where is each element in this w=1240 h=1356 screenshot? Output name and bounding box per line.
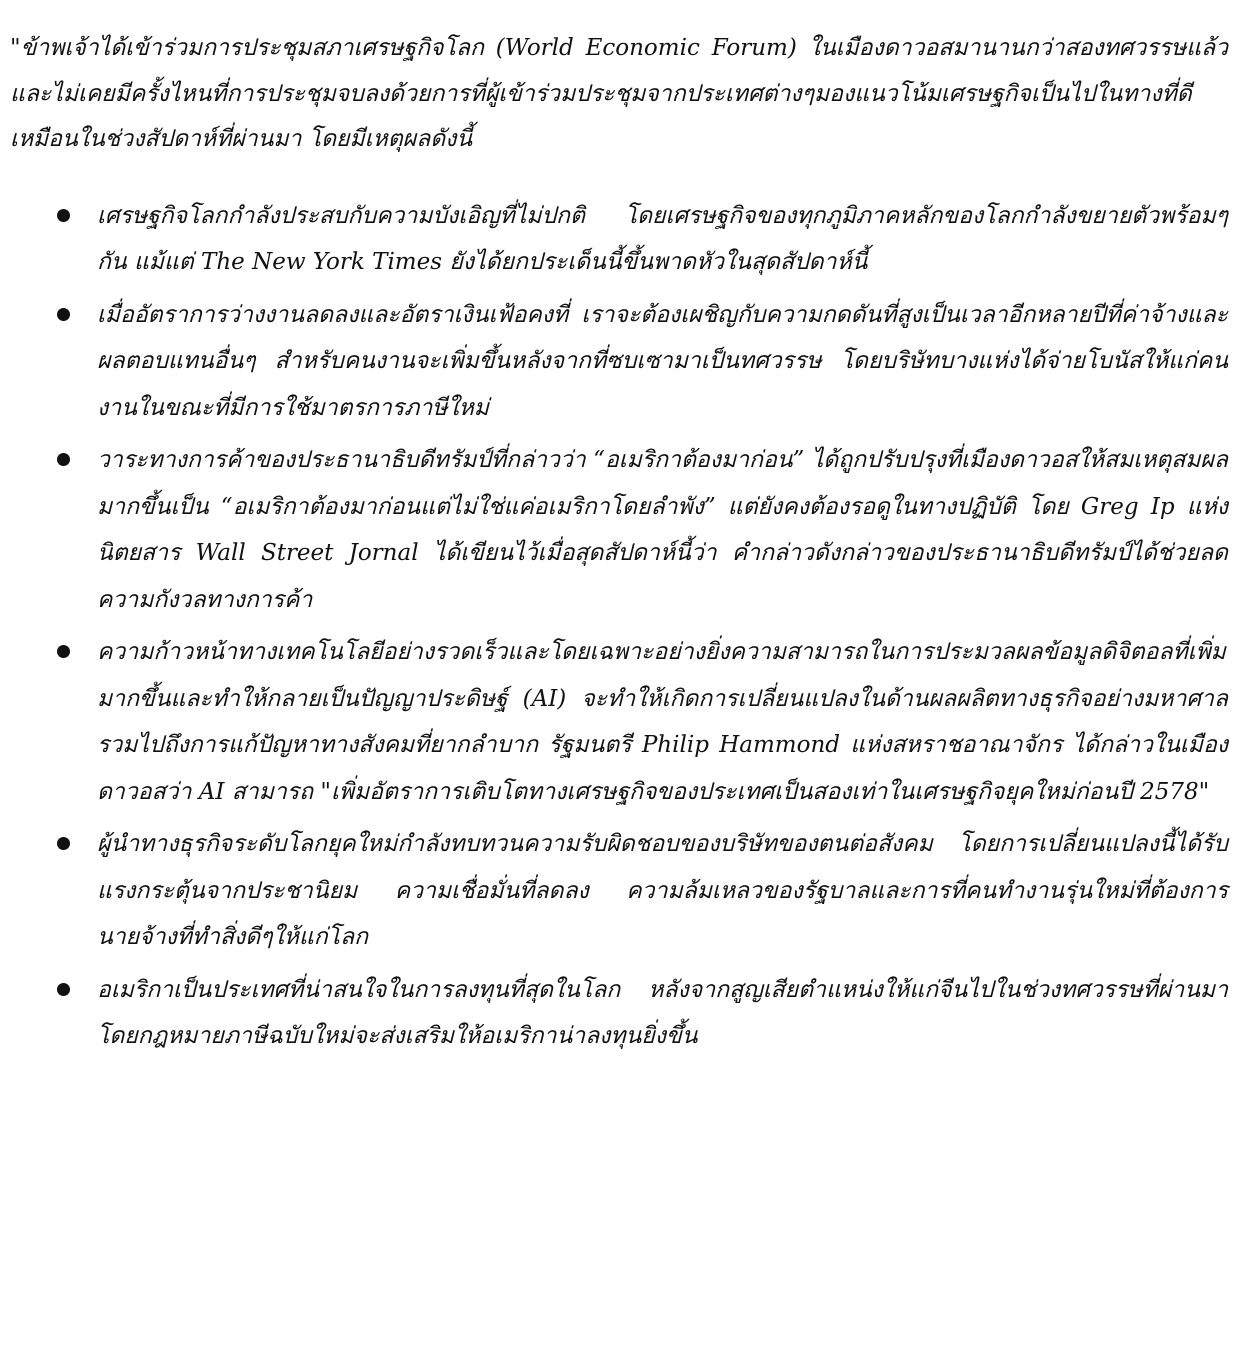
- bullet-item: [10, 821, 1228, 961]
- bullet-item: [10, 967, 1228, 1060]
- bullet-dot-icon: [57, 209, 70, 222]
- bullet-text: อเมริกาเป็นประเทศที่น่าสนใจในการลงทุนที่สุดในโลก หลังจากสูญเสียตำแหน่งให้แก่จีนไปในช่วงทศวรรษที่ผ่านมา โดยกฎหมายภาษีฉบับใหม่จะส่งเสริมให้อเมริกาน่าลงทุนยิ่งขึ้น: [97, 976, 1228, 1049]
- bullet-text: ผู้นำทางธุรกิจระดับโลกยุคใหม่กำลังทบทวนความรับผิดชอบของบริษัทของตนต่อสังคม โดยการเปลี่ยนแปลงนี้ได้รับแรงกระตุ้นจากประชานิยม ความเชื่อมั่นที่ลดลง ความล้มเหลวของรัฐบาลและการที่คนทำงานรุ่นใหม่ที่ต้องการนายจ้างที่ทำสิ่งดีๆให้แก่โลก: [97, 831, 1228, 950]
- bullet-dot-icon: [57, 308, 70, 321]
- bullet-text: เศรษฐกิจโลกกำลังประสบกับความบังเอิญที่ไม่ปกติ โดยเศรษฐกิจของทุกภูมิภาคหลักของโลกกำลังขยายตัวพร้อมๆ กัน แม้แต่ The New York Times ยังได้ยกประเด็นนี้ขึ้นพาดหัวในสุดสัปดาห์นี้: [97, 202, 1228, 275]
- bullet-dot-icon: [57, 645, 70, 658]
- intro-paragraph: "ข้าพเจ้าได้เข้าร่วมการประชุมสภาเศรษฐกิจโลก (World Economic Forum) ในเมืองดาวอสมานานกว่าสองทศวรรษแล้ว และไม่เคยมีครั้งไหนที่การประชุมจบลงด้วยการที่ผู้เข้าร่วมประชุมจากประเทศต่างๆมองแนวโน้มเศรษฐกิจเป็นไปในทางที่ดีเหมือนในช่วงสัปดาห์ที่ผ่านมา โดยมีเหตุผลดังนี้: [10, 35, 1228, 152]
- bullet-dot-icon: [57, 837, 70, 850]
- bullet-item: [10, 193, 1228, 286]
- bullet-text: วาระทางการค้าของประธานาธิบดีทรัมป์ที่กล่าวว่า “อเมริกาต้องมาก่อน” ได้ถูกปรับปรุงที่เมืองดาวอสให้สมเหตุสมผลมากขึ้นเป็น “อเมริกาต้องมาก่อนแต่ไม่ใช่แค่อเมริกาโดยลำพัง” แต่ยังคงต้องรอดูในทางปฏิบัติ โดย Greg Ip แห่งนิตยสาร Wall Street Jornal ได้เขียนไว้เมื่อสุดสัปดาห์นี้ว่า คำกล่าวดังกล่าวของประธานาธิบดีทรัมป์ได้ช่วยลดความกังวลทางการค้า: [97, 447, 1228, 613]
- bullet-text: ความก้าวหน้าทางเทคโนโลยีอย่างรวดเร็วและโดยเฉพาะอย่างยิ่งความสามารถในการประมวลผลข้อมูลดิจิตอลที่เพิ่มมากขึ้นและทำให้กลายเป็นปัญญาประดิษฐ์ (AI) จะทำให้เกิดการเปลี่ยนแปลงในด้านผลผลิตทางธุรกิจอย่างมหาศาลรวมไปถึงการแก้ปัญหาทางสังคมที่ยากลำบาก รัฐมนตรี Philip Hammond แห่งสหราชอาณาจักร ได้กล่าวในเมืองดาวอสว่า AI สามารถ "เพิ่มอัตราการเติบโตทางเศรษฐกิจของประเทศเป็นสองเท่าในเศรษฐกิจยุคใหม่ก่อนปี 2578": [97, 639, 1228, 805]
- bullet-item: [10, 629, 1228, 815]
- bullet-dot-icon: [57, 453, 70, 466]
- bullet-dot-icon: [57, 983, 70, 996]
- bullet-list: [10, 193, 1228, 1060]
- bullet-text: เมื่ออัตราการว่างงานลดลงและอัตราเงินเฟ้อคงที่ เราจะต้องเผชิญกับความกดดันที่สูงเป็นเวลาอีกหลายปีที่ค่าจ้างและผลตอบแทนอื่นๆ สำหรับคนงานจะเพิ่มขึ้นหลังจากที่ซบเซามาเป็นทศวรรษ โดยบริษัทบางแห่งได้จ่ายโบนัสให้แก่คนงานในขณะที่มีการใช้มาตรการภาษีใหม่: [97, 301, 1228, 421]
- bullet-item: [10, 292, 1228, 432]
- bullet-item: [10, 437, 1228, 623]
